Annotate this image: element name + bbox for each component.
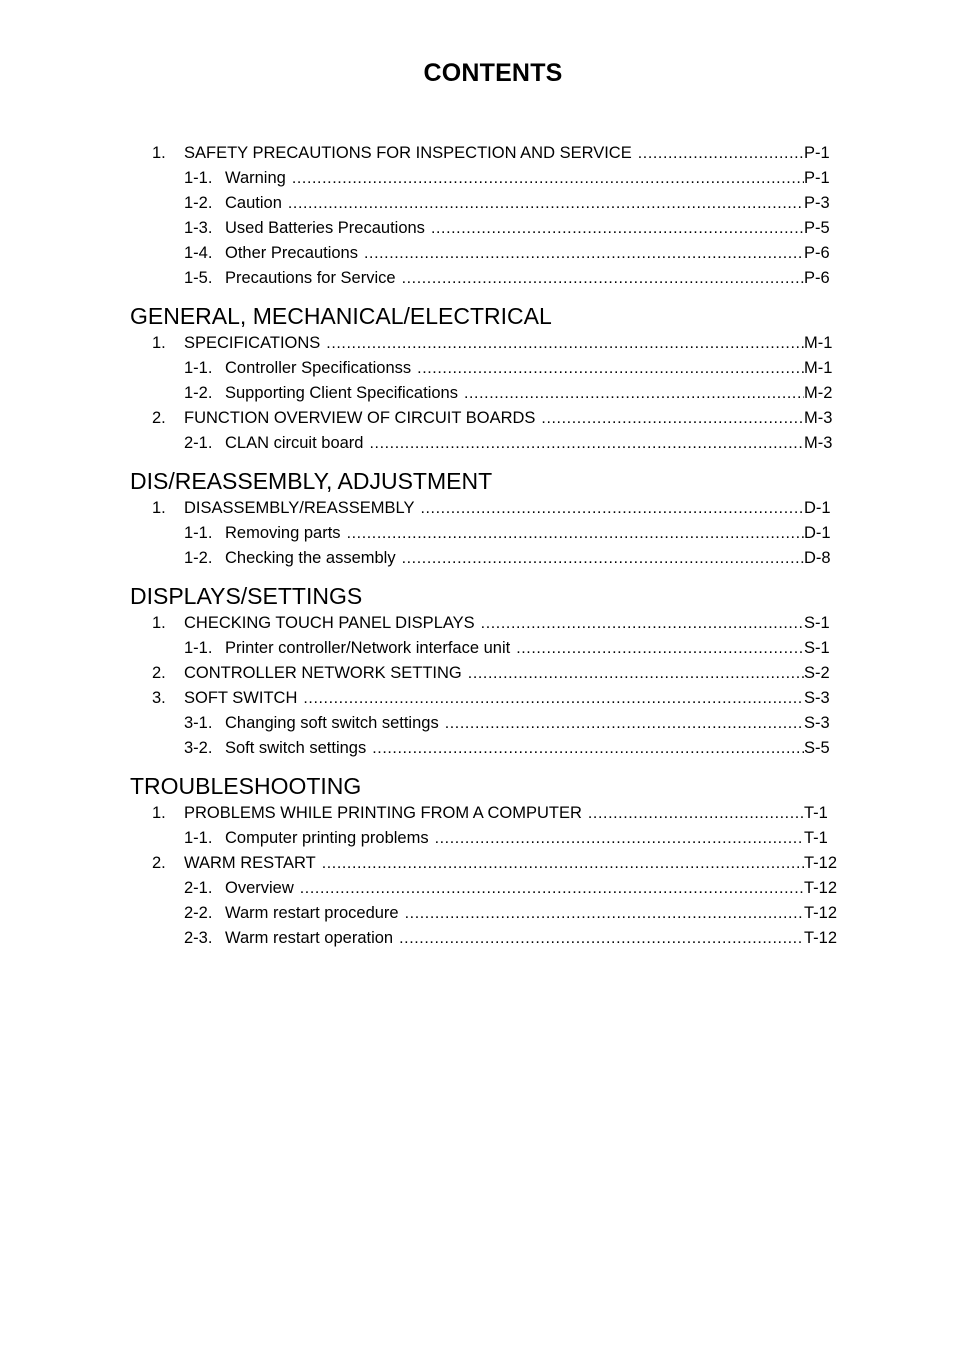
toc-entry-page: T-12 bbox=[804, 854, 838, 872]
dot-leader bbox=[369, 431, 804, 456]
toc-entry-page: S-3 bbox=[804, 689, 830, 707]
toc-entry-label: Warm restart operation bbox=[225, 929, 394, 947]
dot-leader bbox=[435, 826, 804, 851]
toc-entry-number: 1-1. bbox=[184, 169, 213, 187]
toc-section-disassembly bbox=[0, 467, 954, 571]
toc-entry[interactable] bbox=[0, 191, 954, 216]
toc-entry-label: Changing soft switch settings bbox=[225, 714, 439, 732]
toc-entry-number: 1-1. bbox=[184, 829, 213, 847]
toc-entry[interactable] bbox=[0, 331, 954, 356]
dot-leader bbox=[420, 496, 804, 521]
toc-entry[interactable] bbox=[0, 431, 954, 456]
dot-leader bbox=[347, 521, 804, 546]
toc-entry-label: Computer printing problems bbox=[225, 829, 429, 847]
toc-entry-label: Other Precautions bbox=[225, 244, 358, 262]
dot-leader bbox=[364, 241, 804, 266]
toc-entry[interactable] bbox=[0, 686, 954, 711]
toc-entry-label: Supporting Client Specifications bbox=[225, 384, 458, 402]
toc-entry-label: Checking the assembly bbox=[225, 549, 396, 567]
toc-entry[interactable] bbox=[0, 711, 954, 736]
dot-leader bbox=[588, 801, 804, 826]
toc-entry-label: CHECKING TOUCH PANEL DISPLAYS bbox=[184, 614, 475, 632]
toc-entry-page: M-3 bbox=[804, 434, 833, 452]
toc-entry-page: P-1 bbox=[804, 144, 830, 162]
toc-entry-label: Used Batteries Precautions bbox=[225, 219, 425, 237]
toc-entry[interactable] bbox=[0, 216, 954, 241]
toc-entry-number: 1-1. bbox=[184, 639, 213, 657]
toc-entry-page: S-3 bbox=[804, 714, 830, 732]
toc-entry-label: SPECIFICATIONS bbox=[184, 334, 321, 352]
toc-entry-number: 1-2. bbox=[184, 384, 213, 402]
toc-entry[interactable] bbox=[0, 801, 954, 826]
toc-entry-number: 1. bbox=[152, 804, 166, 822]
toc-entry-page: P-6 bbox=[804, 269, 830, 287]
toc-section-displays bbox=[0, 582, 954, 761]
toc-entry-label: CONTROLLER NETWORK SETTING bbox=[184, 664, 462, 682]
section-heading: DISPLAYS/SETTINGS bbox=[130, 583, 363, 609]
toc-entry-page: T-12 bbox=[804, 929, 838, 947]
dot-leader bbox=[399, 926, 804, 951]
toc-entry[interactable] bbox=[0, 611, 954, 636]
toc-entry-page: T-1 bbox=[804, 829, 828, 847]
dot-leader bbox=[464, 381, 804, 406]
toc-entry[interactable] bbox=[0, 496, 954, 521]
toc-entry-number: 1-2. bbox=[184, 194, 213, 212]
toc-entry-label: Soft switch settings bbox=[225, 739, 367, 757]
toc-entry-label: Printer controller/Network interface unit bbox=[225, 639, 511, 657]
section-heading: GENERAL, MECHANICAL/ELECTRICAL bbox=[130, 303, 552, 329]
toc-entry-page: P-6 bbox=[804, 244, 830, 262]
dot-leader bbox=[541, 406, 804, 431]
dot-leader bbox=[638, 141, 804, 166]
toc-entry-page: S-5 bbox=[804, 739, 830, 757]
toc-section-troubleshooting bbox=[0, 772, 954, 951]
toc-entry-label: SOFT SWITCH bbox=[184, 689, 298, 707]
toc-entry-number: 2-2. bbox=[184, 904, 213, 922]
toc-entry-number: 1-1. bbox=[184, 359, 213, 377]
dot-leader bbox=[303, 686, 804, 711]
toc-entry[interactable] bbox=[0, 241, 954, 266]
toc-entry-label: WARM RESTART bbox=[184, 854, 316, 872]
toc-entry-label: SAFETY PRECAUTIONS FOR INSPECTION AND SERVICE bbox=[184, 144, 632, 162]
toc-entry-number: 2. bbox=[152, 664, 166, 682]
toc-entry-label: Warm restart procedure bbox=[225, 904, 399, 922]
dot-leader bbox=[468, 661, 804, 686]
toc-entry-label: PROBLEMS WHILE PRINTING FROM A COMPUTER bbox=[184, 804, 582, 822]
dot-leader bbox=[322, 851, 804, 876]
toc-entry[interactable] bbox=[0, 901, 954, 926]
dot-leader bbox=[445, 711, 804, 736]
toc-entry-number: 3-2. bbox=[184, 739, 213, 757]
page-title: CONTENTS bbox=[423, 59, 563, 87]
toc-entry-number: 2-1. bbox=[184, 879, 213, 897]
toc-entry-label: Removing parts bbox=[225, 524, 341, 542]
toc-entry-page: S-1 bbox=[804, 639, 830, 657]
dot-leader bbox=[292, 166, 804, 191]
dot-leader bbox=[516, 636, 804, 661]
toc-entry-page: T-12 bbox=[804, 904, 838, 922]
toc-entry-page: M-1 bbox=[804, 359, 833, 377]
dot-leader bbox=[288, 191, 804, 216]
toc-entry[interactable] bbox=[0, 381, 954, 406]
toc-entry-number: 1-5. bbox=[184, 269, 213, 287]
toc-entry-number: 1-1. bbox=[184, 524, 213, 542]
toc-entry-number: 3. bbox=[152, 689, 166, 707]
toc-entry[interactable] bbox=[0, 141, 954, 166]
toc-entry-label: Overview bbox=[225, 879, 294, 897]
toc-entry-label: Caution bbox=[225, 194, 282, 212]
toc-entry-number: 1-2. bbox=[184, 549, 213, 567]
toc-entry[interactable] bbox=[0, 661, 954, 686]
toc-entry-page: P-5 bbox=[804, 219, 830, 237]
toc-section-general bbox=[0, 302, 954, 456]
section-heading: TROUBLESHOOTING bbox=[130, 773, 362, 799]
toc-entry-number: 1. bbox=[152, 144, 166, 162]
toc-entry-number: 2. bbox=[152, 854, 166, 872]
toc-entry-page: S-1 bbox=[804, 614, 830, 632]
dot-leader bbox=[326, 331, 804, 356]
dot-leader bbox=[405, 901, 804, 926]
toc-entry-page: S-2 bbox=[804, 664, 830, 682]
toc-entry[interactable] bbox=[0, 356, 954, 381]
toc-entry[interactable] bbox=[0, 876, 954, 901]
toc-entry-number: 1-4. bbox=[184, 244, 213, 262]
toc-entry-page: D-8 bbox=[804, 549, 831, 567]
dot-leader bbox=[481, 611, 804, 636]
toc-entry-number: 2-1. bbox=[184, 434, 213, 452]
toc-entry[interactable] bbox=[0, 521, 954, 546]
toc-entry-label: Controller Specificationss bbox=[225, 359, 412, 377]
section-heading: DIS/REASSEMBLY, ADJUSTMENT bbox=[130, 468, 493, 494]
toc-entry-page: D-1 bbox=[804, 524, 831, 542]
toc-entry-page: M-3 bbox=[804, 409, 833, 427]
toc-entry[interactable] bbox=[0, 636, 954, 661]
toc-entry-page: M-1 bbox=[804, 334, 833, 352]
toc-entry-number: 2-3. bbox=[184, 929, 213, 947]
dot-leader bbox=[300, 876, 804, 901]
toc-entry-page: T-12 bbox=[804, 879, 838, 897]
toc-entry[interactable] bbox=[0, 166, 954, 191]
toc-entry-label: Warning bbox=[225, 169, 286, 187]
dot-leader bbox=[417, 356, 804, 381]
toc-entry-page: T-1 bbox=[804, 804, 828, 822]
toc-entry-page: M-2 bbox=[804, 384, 833, 402]
toc-entry-number: 3-1. bbox=[184, 714, 213, 732]
toc-entry[interactable] bbox=[0, 266, 954, 291]
toc-entry-number: 1. bbox=[152, 499, 166, 517]
table-of-contents bbox=[0, 141, 954, 951]
toc-entry-number: 1-3. bbox=[184, 219, 213, 237]
toc-entry[interactable] bbox=[0, 826, 954, 851]
toc-entry-page: P-1 bbox=[804, 169, 830, 187]
toc-entry-label: DISASSEMBLY/REASSEMBLY bbox=[184, 499, 415, 517]
toc-entry-page: D-1 bbox=[804, 499, 831, 517]
dot-leader bbox=[402, 546, 804, 571]
toc-entry-label: Precautions for Service bbox=[225, 269, 396, 287]
toc-entry-number: 1. bbox=[152, 614, 166, 632]
toc-entry[interactable] bbox=[0, 736, 954, 761]
toc-entry-label: FUNCTION OVERVIEW OF CIRCUIT BOARDS bbox=[184, 409, 536, 427]
toc-entry[interactable] bbox=[0, 926, 954, 951]
toc-section-safety bbox=[0, 141, 954, 291]
dot-leader bbox=[402, 266, 804, 291]
toc-entry-label: CLAN circuit board bbox=[225, 434, 364, 452]
toc-entry[interactable] bbox=[0, 851, 954, 876]
toc-entry-page: P-3 bbox=[804, 194, 830, 212]
toc-entry-number: 1. bbox=[152, 334, 166, 352]
toc-entry[interactable] bbox=[0, 546, 954, 571]
toc-entry[interactable] bbox=[0, 406, 954, 431]
dot-leader bbox=[431, 216, 804, 241]
toc-entry-number: 2. bbox=[152, 409, 166, 427]
dot-leader bbox=[372, 736, 804, 761]
